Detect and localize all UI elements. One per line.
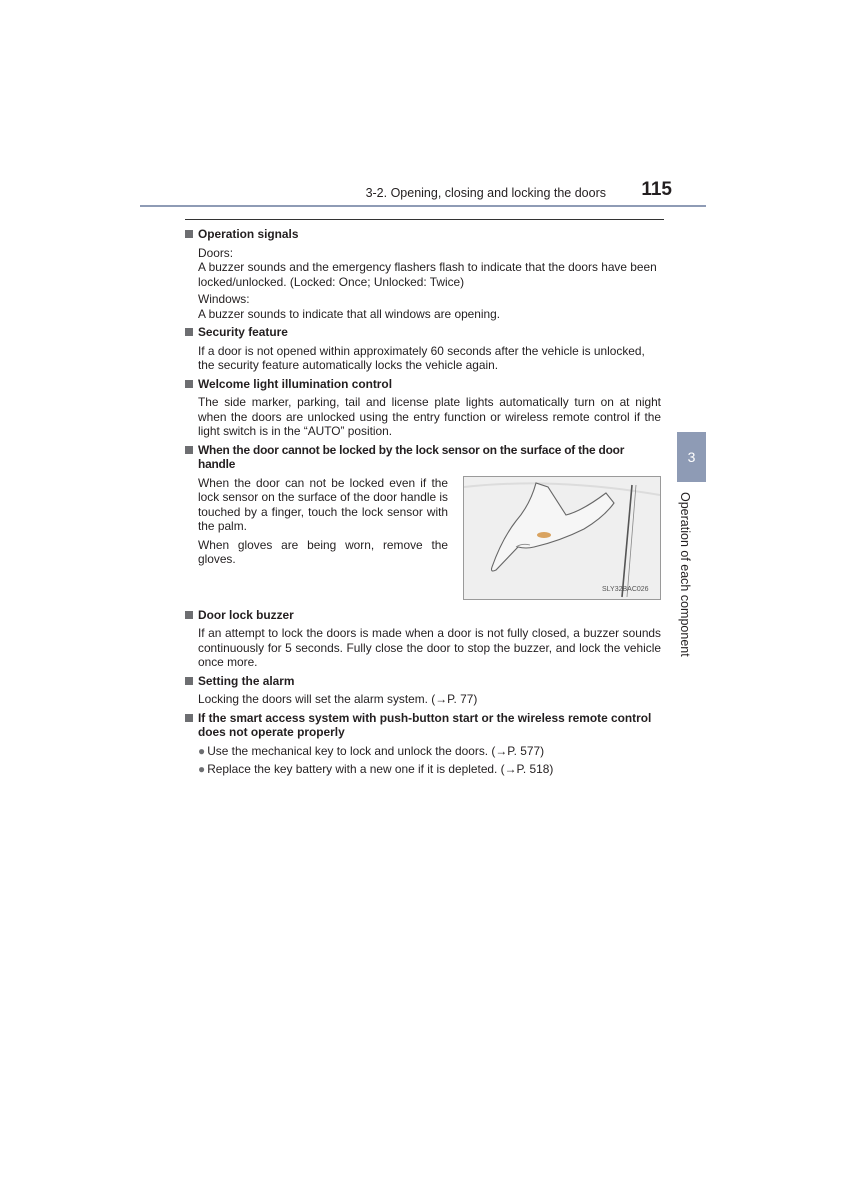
page-number: 115 xyxy=(641,179,672,200)
square-bullet-icon xyxy=(185,446,193,454)
section-operation-signals xyxy=(185,227,661,321)
section-door-lock-buzzer xyxy=(185,608,661,670)
paragraph: Windows: xyxy=(198,292,250,306)
section-heading: Welcome light illumination control xyxy=(185,377,661,392)
paragraph: If a door is not opened within approximately 60 seconds after the vehicle is unlocked, the security feature automatically locks the vehicle again. xyxy=(198,343,645,372)
paragraph: Locking the doors will set the alarm system. (→P. 77) xyxy=(198,692,478,706)
hand-illustration-svg xyxy=(464,477,660,599)
paragraph: A buzzer sounds to indicate that all windows are opening. xyxy=(198,306,501,321)
paragraph: If an attempt to lock the doors is made when a door is not fully closed, a buzzer sounds continuously for 5 seconds. Fully close the door to stop the buzzer, and lock the vehicle once more. xyxy=(198,626,661,669)
section-security-feature xyxy=(185,325,661,373)
paragraph: A buzzer sounds and the emergency flashers flash to indicate that the doors have been locked/unlocked. (Locked: Once; Unlocked: Twice) xyxy=(198,260,657,289)
section-heading: Setting the alarm xyxy=(185,674,661,689)
chapter-tab[interactable] xyxy=(677,432,706,482)
square-bullet-icon xyxy=(185,677,193,685)
square-bullet-icon xyxy=(185,328,193,336)
section-setting-alarm xyxy=(185,674,661,707)
header-rule xyxy=(140,205,706,207)
paragraph: When gloves are being worn, remove the gloves. xyxy=(198,537,448,566)
list-item: ● Replace the key battery with a new one if it is depleted. (→P. 518) xyxy=(198,762,554,776)
section-lock-sensor xyxy=(185,443,661,600)
square-bullet-icon xyxy=(185,611,193,619)
figure-code: SLY32BAC026 xyxy=(602,585,649,593)
list-item: ● Use the mechanical key to lock and unlock the doors. (→P. 577) xyxy=(198,743,545,758)
section-welcome-light xyxy=(185,377,661,439)
round-bullet-icon: ● xyxy=(198,762,206,776)
chapter-tab-number: 3 xyxy=(687,449,696,465)
section-smart-access-troubleshoot xyxy=(185,711,661,777)
section-heading: Operation signals xyxy=(185,227,661,242)
content-top-rule xyxy=(185,219,664,220)
hand-touching-door-handle-illustration xyxy=(463,476,661,600)
square-bullet-icon xyxy=(185,230,193,238)
chapter-side-label: Operation of each component xyxy=(678,492,692,657)
section-heading: When the door cannot be locked by the lock sensor on the surface of the door handle xyxy=(185,443,661,472)
section-heading: Door lock buzzer xyxy=(185,608,661,623)
paragraph: When the door can not be locked even if the lock sensor on the surface of the door handle is touched by a finger, touch the lock sensor with the palm. xyxy=(198,475,448,533)
section-heading: If the smart access system with push-button start or the wireless remote control does not operate properly xyxy=(185,711,661,740)
square-bullet-icon xyxy=(185,380,193,388)
text-figure-row xyxy=(185,476,661,600)
round-bullet-icon: ● xyxy=(198,743,206,758)
text-column xyxy=(198,476,448,571)
square-bullet-icon xyxy=(185,714,193,722)
section-heading: Security feature xyxy=(185,325,661,340)
paragraph: Doors: xyxy=(198,245,234,260)
paragraph: The side marker, parking, tail and license plate lights automatically turn on at night when the doors are unlocked using the entry function or wireless remote control if the light switch is in the “AUTO” position. xyxy=(198,395,661,438)
header-section-title: 3-2. Opening, closing and locking the doors xyxy=(365,186,606,200)
page-content xyxy=(185,227,661,781)
